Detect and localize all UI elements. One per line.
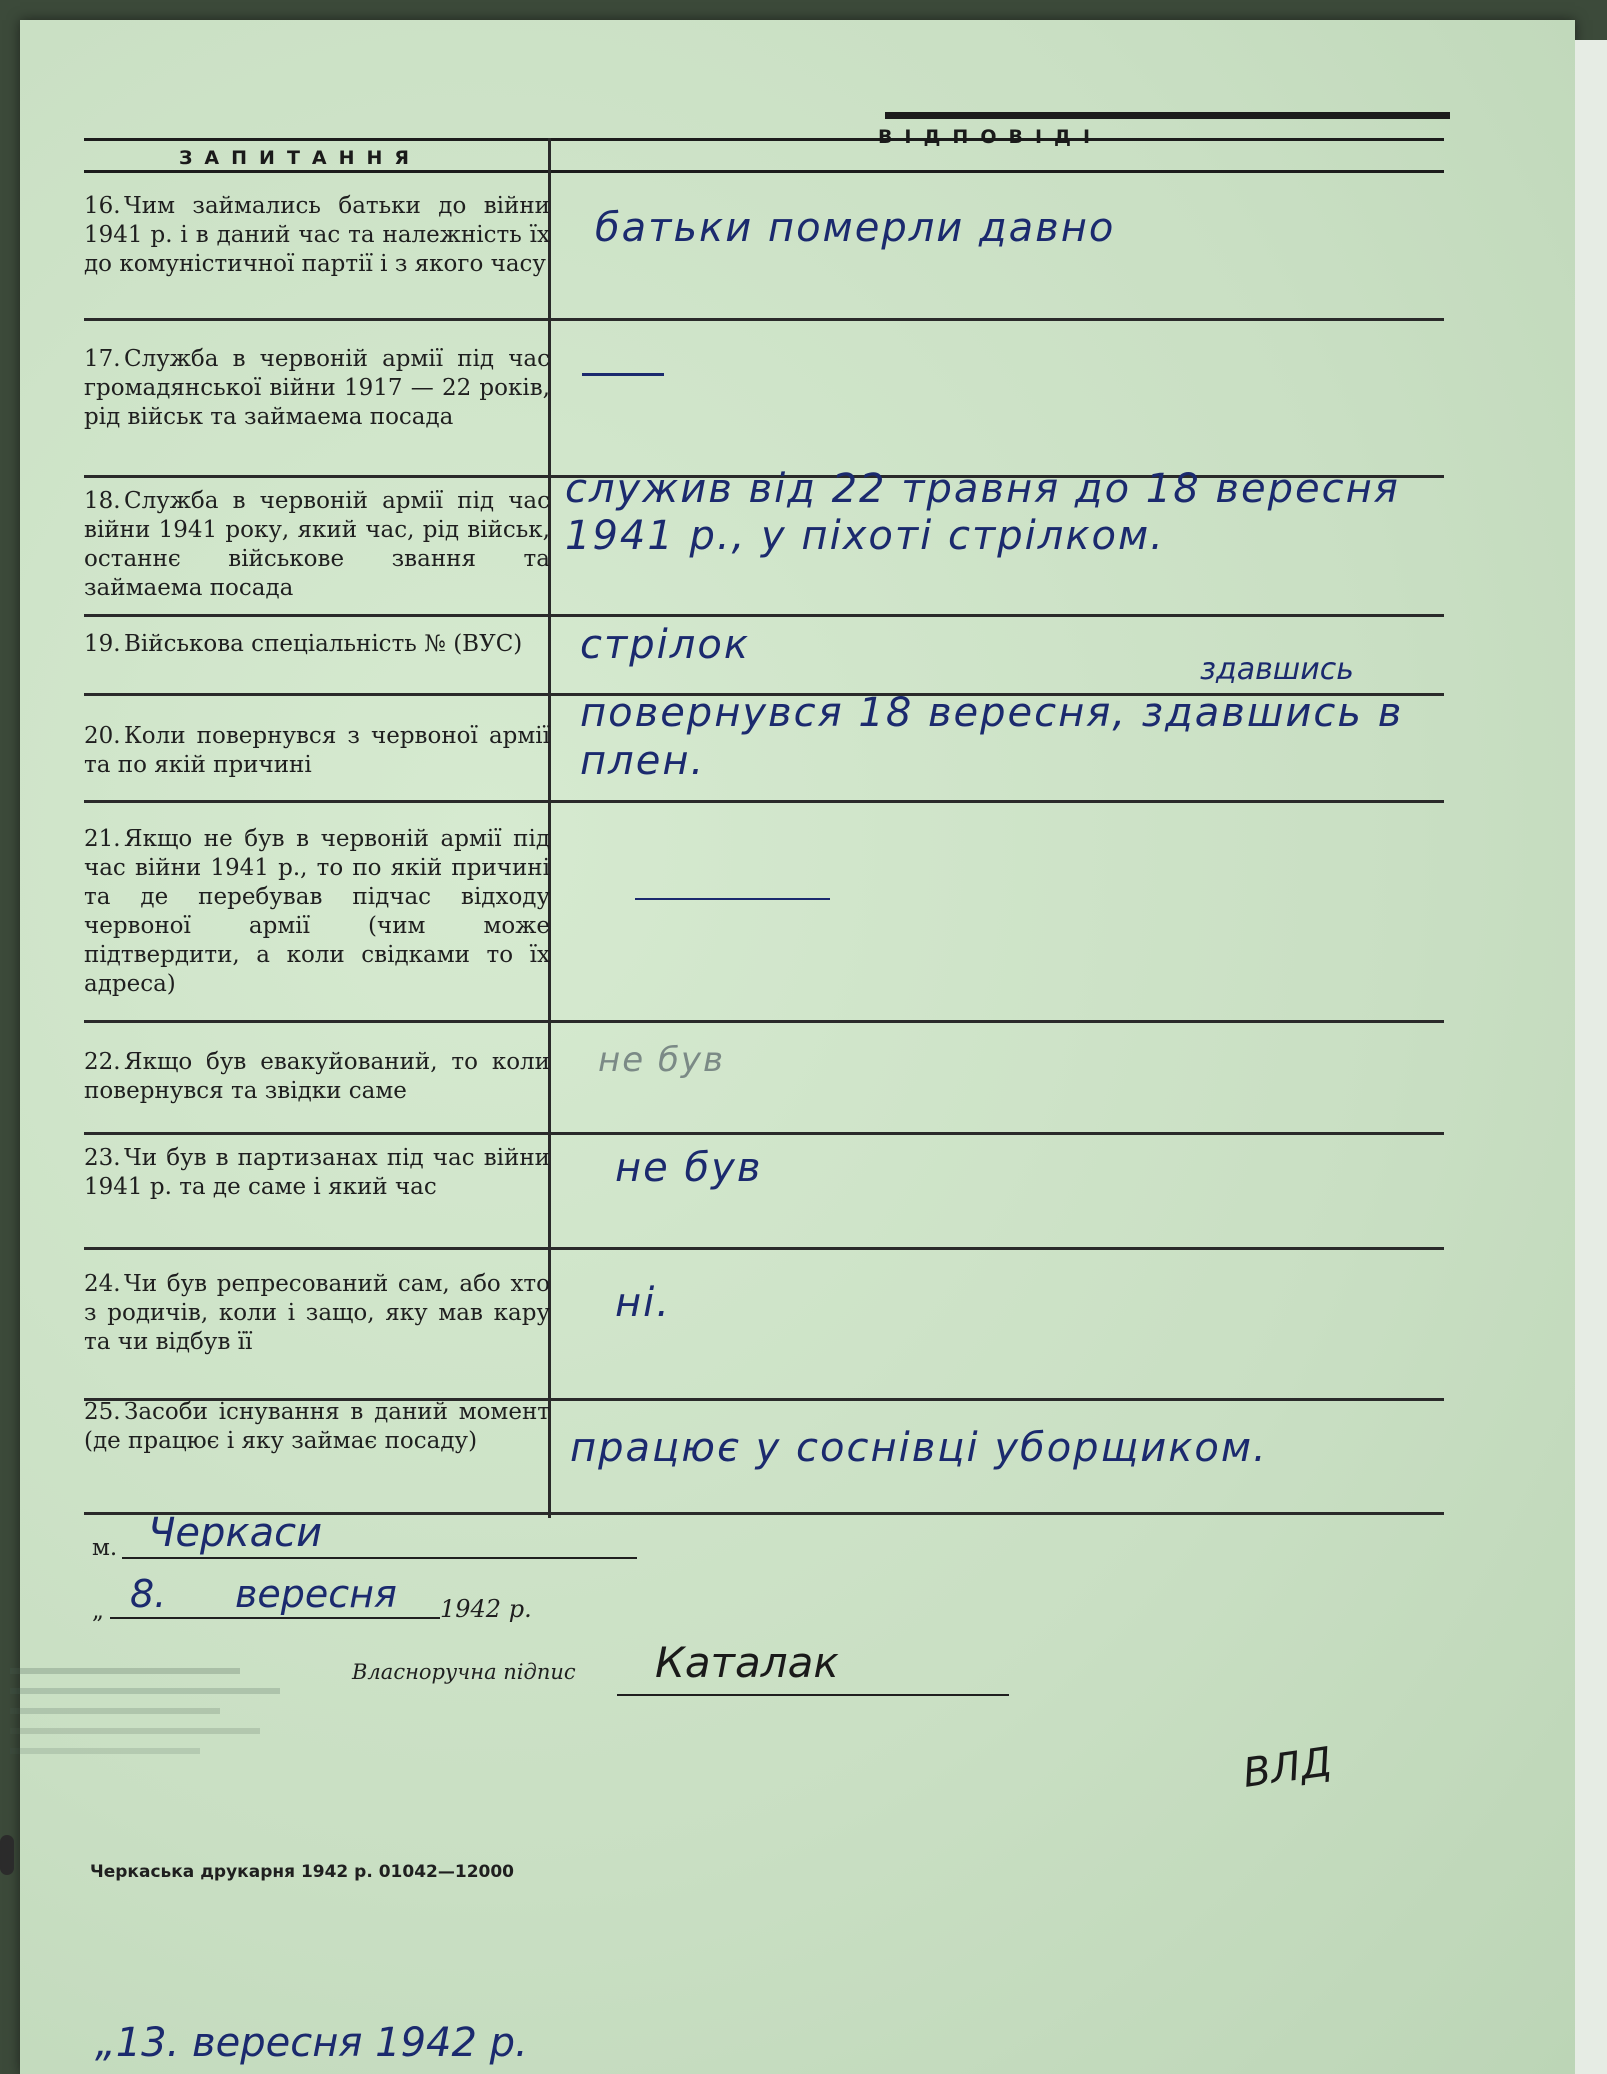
- signature-label: Власноручна підпис: [352, 1660, 576, 1684]
- top-rule-right: [885, 112, 1450, 119]
- city-line: [122, 1557, 637, 1559]
- row-rule: [84, 1020, 1444, 1023]
- row-rule: [84, 614, 1444, 617]
- page-edge: [1575, 40, 1607, 2074]
- answer-20-line-2: плен.: [580, 738, 706, 784]
- answer-24: ні.: [615, 1280, 671, 1326]
- row-rule: [84, 318, 1444, 321]
- answer-17-dash: [582, 373, 664, 376]
- answer-16: батьки померли давно: [595, 205, 1116, 251]
- city-prefix: м.: [92, 1535, 118, 1561]
- initials-mark: ВЛД: [1240, 1739, 1335, 1797]
- answer-19: стрілок: [580, 622, 750, 668]
- header-bottom-rule: [84, 170, 1444, 173]
- answers-column-header: ВІДПОВІДІ: [877, 126, 1103, 148]
- faded-stamp: [10, 1660, 330, 1840]
- question-18: 18. Служба в червоній армії під час війни 1941 року, який час, рід військ, останнє військове звання та займаема посада: [84, 488, 550, 601]
- answer-23: не був: [615, 1145, 763, 1191]
- row-rule: [84, 800, 1444, 803]
- binder-hole: [0, 1835, 14, 1875]
- answer-22: не був: [598, 1040, 726, 1080]
- question-21: 21. Якщо не був в червоній армії під час війни 1941 р., то по якій причині та де перебував підчас відходу червоної армії (чим може підтвердити, а коли свідками то їх адреса): [84, 826, 550, 997]
- row-rule: [84, 1247, 1444, 1250]
- date-day: 8.: [130, 1572, 167, 1616]
- question-17: 17. Служба в червоній армії під час громадянської війни 1917 — 22 років, рід військ та займаема посада: [84, 346, 550, 430]
- city-value: Черкаси: [148, 1510, 323, 1556]
- question-25: 25. Засоби існування в даний момент (де працює і яку займає посаду): [84, 1399, 550, 1454]
- date-line: [110, 1617, 440, 1619]
- answer-20-correction: здавшись: [1200, 652, 1354, 687]
- question-20: 20. Коли повернувся з червоної армії та по якій причині: [84, 723, 550, 778]
- answer-21-dash: [635, 898, 830, 900]
- question-19: 19. Військова спеціальність № (ВУС): [84, 631, 523, 657]
- answer-18-line-2: 1941 р., у піхоті стрілком.: [565, 513, 1165, 559]
- question-22: 22. Якщо був евакуйований, то коли повернувся та звідки саме: [84, 1049, 550, 1104]
- row-rule: [84, 1132, 1444, 1135]
- answer-25: працює у соснівці уборщиком.: [570, 1425, 1268, 1471]
- date-quote: „: [92, 1598, 104, 1624]
- signature-line: [617, 1694, 1009, 1696]
- answer-18-line-1: служив від 22 травня до 18 вересня: [565, 466, 1400, 512]
- bottom-date: „13. вересня 1942 р.: [95, 2020, 528, 2066]
- answer-20-line-1: повернувся 18 вересня, здавшись в: [580, 690, 1404, 736]
- question-16: 16. Чим займались батьки до війни 1941 р. і в даний час та належність їх до комуністичної партії і з якого часу: [84, 193, 550, 277]
- questions-column-header: ЗАПИТАННЯ: [178, 147, 422, 169]
- question-23: 23. Чи був в партизанах під час війни 1941 р. та де саме і який час: [84, 1145, 550, 1200]
- printer-imprint: Черкаська друкарня 1942 р. 01042—12000: [90, 1862, 515, 1882]
- date-year: 1942 р.: [440, 1595, 532, 1623]
- date-month: вересня: [235, 1572, 397, 1616]
- question-24: 24. Чи був репресований сам, або хто з родичів, коли і защо, яку мав кару та чи відбув її: [84, 1271, 550, 1355]
- signature: Каталак: [655, 1638, 839, 1687]
